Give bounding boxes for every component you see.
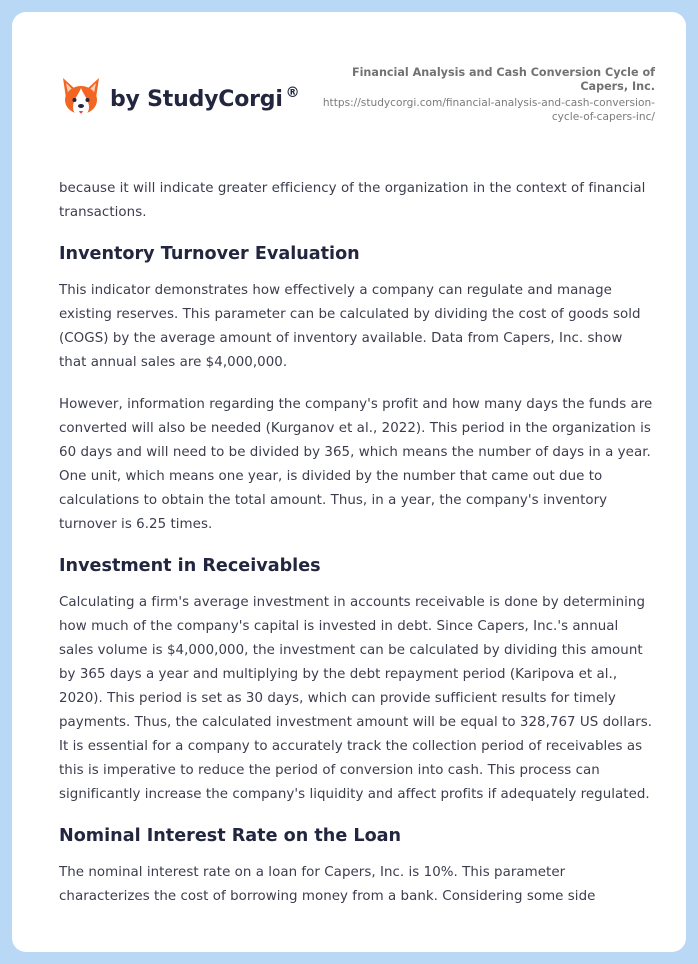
studycorgi-logo[interactable] — [60, 76, 299, 120]
section-heading-investment-receivables: Investment in Receivables — [59, 556, 321, 576]
paragraph: The nominal interest rate on a loan for Capers, Inc. is 10%. This parameter characterizes the cost of borrowing money from a bank. Considering some side — [59, 865, 596, 904]
document-page — [12, 12, 686, 952]
paragraph: However, information regarding the company's profit and how many days the funds are converted will also be needed (Kurganov et al., 2022). This period in the organization is 60 days and will need to be divided by 365, which means the number of days in a year. One unit, which means one year, is divided by the number that came out due to calculations to obtain the total amount. Thus, in a year, the company's inventory turnover is 6.25 times. — [59, 397, 653, 532]
page-header — [12, 12, 686, 152]
registered-mark: ® — [285, 84, 300, 101]
document-url[interactable]: https://studycorgi.com/financial-analysis-and-cash-conversion-cycle-of-capers-inc/ — [322, 97, 655, 123]
intro-paragraph: because it will indicate greater efficiency of the organization in the context of financial transactions. — [59, 181, 646, 220]
corgi-logo-icon — [60, 76, 102, 120]
brand-name: by StudyCorgi ® — [110, 84, 300, 112]
section-heading-nominal-interest-rate: Nominal Interest Rate on the Loan — [59, 826, 402, 846]
document-title: Financial Analysis and Cash Conversion Cycle of Capers, Inc. — [351, 66, 655, 93]
paragraph: This indicator demonstrates how effectively a company can regulate and manage existing reserves. This parameter can be calculated by dividing the cost of goods sold (COGS) by the average amount of inventory available. Data from Capers, Inc. show that annual sales are $4,000,000. — [59, 283, 641, 370]
section-heading-inventory-turnover: Inventory Turnover Evaluation — [59, 244, 360, 264]
paragraph: Calculating a firm's average investment in accounts receivable is done by determining how much of the company's capital is invested in debt. Since Capers, Inc.'s annual sales volume is $4,000,000, the investment can be calculated by dividing this amount by 365 days a year and multiplying by the debt repayment period (Karipova et al., 2020). This period is set as 30 days, which can provide sufficient results for timely payments. Thus, the calculated investment amount will be equal to 328,767 US dollars. It is essential for a company to accurately track the collection period of receivables as this is imperative to reduce the period of conversion into cash. This process can significantly increase the company's liquidity and affect profits if adequately regulated. — [59, 595, 653, 802]
document-body — [59, 177, 654, 909]
document-meta — [315, 66, 655, 124]
